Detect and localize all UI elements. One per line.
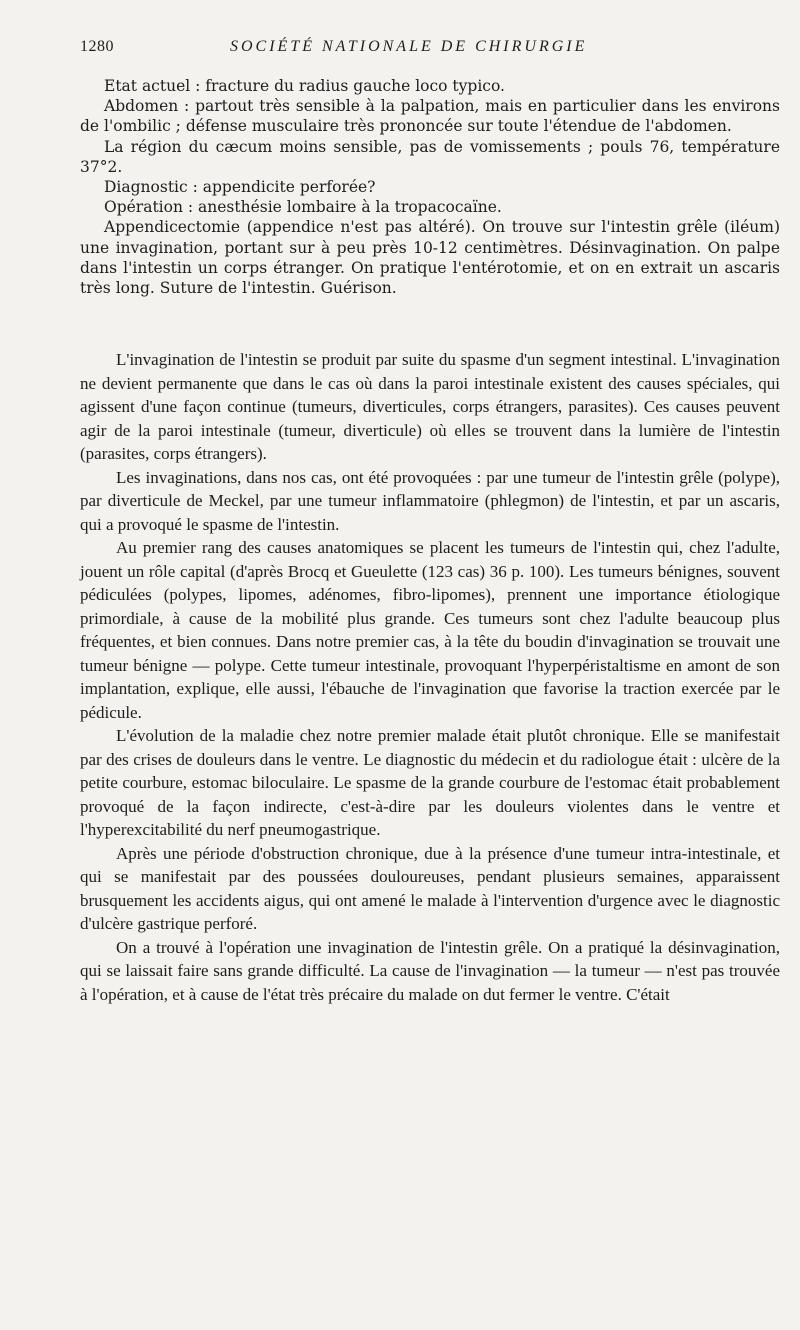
running-title: SOCIÉTÉ NATIONALE DE CHIRURGIE: [230, 38, 588, 55]
case-report: [80, 76, 780, 298]
paragraph: L'évolution de la maladie chez notre premier malade était plutôt chronique. Elle se manifestait par des crises de douleurs dans le ventre. Le diagnostic du médecin et du radiologue était : ulcère de la petite courbure, estomac biloculaire. Le spasme de la grande courbure de l'estomac était probablement provoqué de la façon indirecte, c'est-à-dire par les douleurs violentes dans le ventre et l'hyperexcitabilité du nerf pneumogastrique.: [80, 726, 780, 839]
case-line-operation: Opération : anesthésie lombaire à la tropacocaïne.: [104, 198, 502, 217]
page-header: [80, 38, 780, 58]
main-text: [80, 348, 780, 1006]
case-line-caecum: La région du cæcum moins sensible, pas de vomissements ; pouls 76, température 37°2.: [80, 137, 780, 176]
paragraph: L'invagination de l'intestin se produit par suite du spasme d'un segment intestinal. L'invagination ne devient permanente que dans le cas où dans la paroi intestinale existent des causes spéciales, qui agissent d'une façon continue (tumeurs, diverticules, corps étrangers, parasites). Ces causes peuvent agir de la paroi intestinale (tumeur, diverticule) où elles se trouvent dans la lumière de l'intestin (parasites, corps étrangers).: [80, 350, 780, 463]
paragraph: Au premier rang des causes anatomiques se placent les tumeurs de l'intestin qui, chez l'adulte, jouent un rôle capital (d'après Brocq et Gueulette (123 cas) 36 p. 100). Les tumeurs bénignes, souvent pédiculées (polypes, lipomes, adénomes, fibro-lipomes), prennent une importance étiologique primordiale, à cause de la mobilité plus grande. Ces tumeurs sont chez l'adulte beaucoup plus fréquentes, et bien connues. Dans notre premier cas, à la tête du boudin d'invagination se trouvait une tumeur bénigne — polype. Cette tumeur intestinale, provoquant l'hyperpéristaltisme en amont de son implantation, explique, elle aussi, l'ébauche de l'invagination que favorise la traction exercée par le pédicule.: [80, 538, 780, 722]
case-line-abdomen: Abdomen : partout très sensible à la palpation, mais en particulier dans les environs de l'ombilic ; défense musculaire très prononcée sur toute l'étendue de l'abdomen.: [80, 97, 780, 136]
page-number: 1280: [80, 38, 114, 55]
case-line-diagnostic: Diagnostic : appendicite perforée?: [104, 178, 376, 197]
case-line-appendicectomie: Appendicectomie (appendice n'est pas altéré). On trouve sur l'intestin grêle (iléum) une invagination, portant sur à peu près 10-12 centimètres. Désinvagination. On palpe dans l'intestin un corps étranger. On pratique l'entérotomie, et on en extrait un ascaris très long. Suture de l'intestin. Guérison.: [80, 218, 780, 298]
paragraph: Après une période d'obstruction chronique, due à la présence d'une tumeur intra-intestinale, et qui se manifestait par des poussées douloureuses, pendant plusieurs semaines, apparaissent brusquement les accidents aigus, qui ont amené le malade à l'intervention d'urgence avec le diagnostic d'ulcère gastrique perforé.: [80, 843, 780, 933]
paragraph: On a trouvé à l'opération une invagination de l'intestin grêle. On a pratiqué la désinvagination, qui se laissait faire sans grande difficulté. La cause de l'invagination — la tumeur — n'est pas trouvée à l'opération, et à cause de l'état très précaire du malade on dut fermer le ventre. C'était: [80, 937, 780, 1004]
case-line-etat-actuel: Etat actuel : fracture du radius gauche loco typico.: [104, 77, 505, 95]
paragraph: Les invaginations, dans nos cas, ont été provoquées : par une tumeur de l'intestin grêle (polype), par diverticule de Meckel, par une tumeur inflammatoire (phlegmon) de l'intestin, et par un ascaris, qui a provoqué le spasme de l'intestin.: [80, 467, 780, 534]
